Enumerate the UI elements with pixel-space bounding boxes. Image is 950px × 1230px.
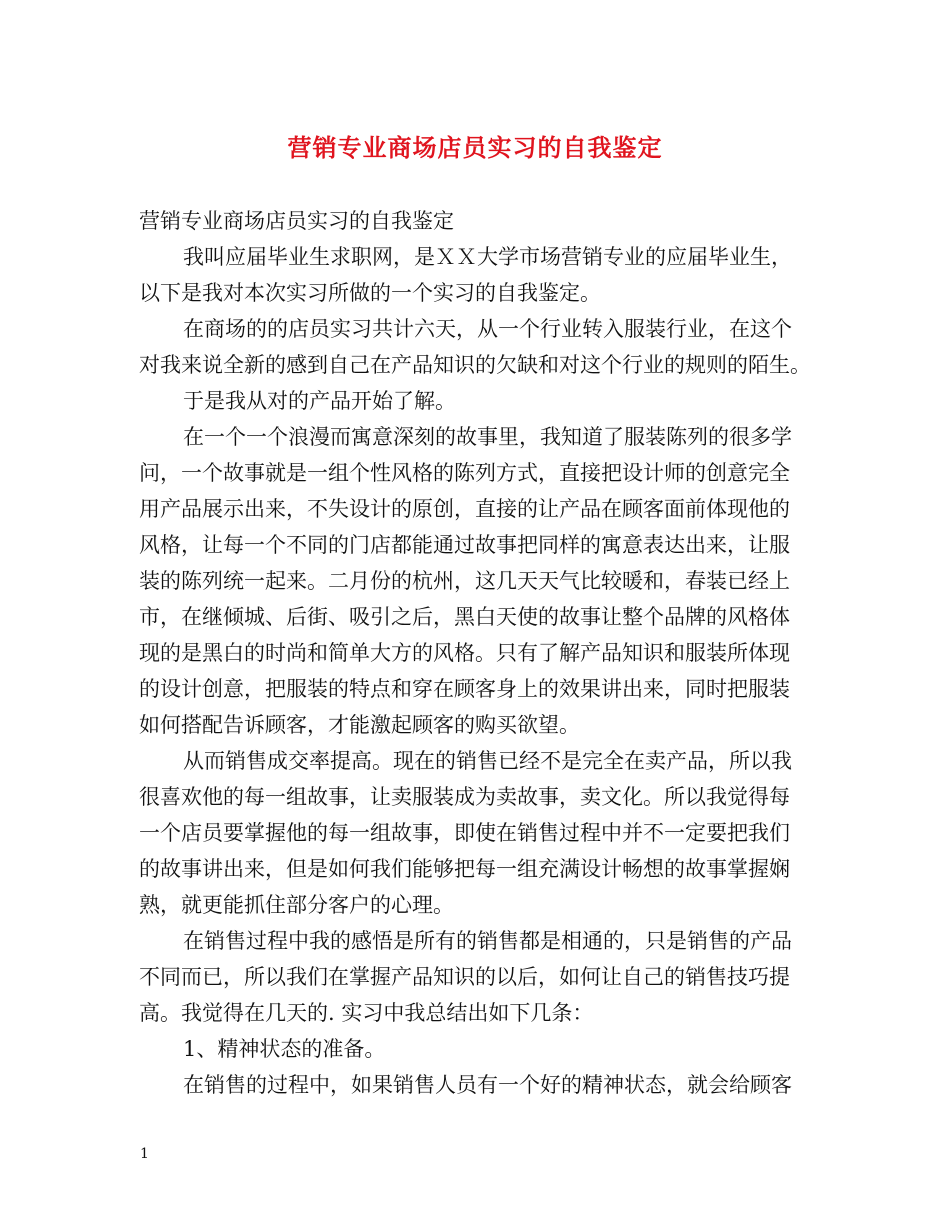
body-line: 不同而已，所以我们在掌握产品知识的以后，如何让自己的销售技巧提 — [139, 965, 790, 989]
body-line: 的故事讲出来，但是如何我们能够把每一组充满设计畅想的故事掌握娴 — [139, 857, 790, 881]
body-line: 装的陈列统一起来。二月份的杭州，这几天天气比较暖和，春装已经上 — [139, 569, 790, 593]
body-line: 营销专业商场店员实习的自我鉴定 — [139, 209, 454, 233]
body-line: 在销售的过程中，如果销售人员有一个好的精神状态，就会给顾客 — [183, 1073, 792, 1097]
body-line: 于是我从对的产品开始了解。 — [183, 389, 456, 413]
document-title: 营销专业商场店员实习的自我鉴定 — [287, 133, 663, 162]
body-line: 现的是黑白的时尚和简单大方的风格。只有了解产品知识和服装所体现 — [139, 641, 790, 665]
body-line: 在商场的的店员实习共计六天，从一个行业转入服装行业，在这个 — [183, 317, 792, 341]
body-line: 在一个一个浪漫而寓意深刻的故事里，我知道了服装陈列的很多学 — [183, 425, 792, 449]
body-line: 1、精神状态的准备。 — [183, 1037, 386, 1061]
body-line: 风格，让每一个不同的门店都能通过故事把同样的寓意表达出来，让服 — [139, 533, 790, 557]
body-line: 高。我觉得在几天的. 实习中我总结出如下几条： — [139, 1001, 594, 1025]
body-line: 一个店员要掌握他的每一组故事，即使在销售过程中并不一定要把我们 — [139, 821, 790, 845]
body-line: 用产品展示出来，不失设计的原创，直接的让产品在顾客面前体现他的 — [139, 497, 790, 521]
body-line: 很喜欢他的每一组故事，让卖服装成为卖故事，卖文化。所以我觉得每 — [139, 785, 790, 809]
body-line: 对我来说全新的感到自己在产品知识的欠缺和对这个行业的规则的陌生。 — [139, 353, 811, 377]
document-body — [139, 203, 815, 1103]
page-number: 1 — [140, 1146, 149, 1162]
body-line: 在销售过程中我的感悟是所有的销售都是相通的，只是销售的产品 — [183, 929, 792, 953]
body-line: 如何搭配告诉顾客，才能激起顾客的购买欲望。 — [139, 713, 580, 737]
body-line: 问，一个故事就是一组个性风格的陈列方式，直接把设计师的创意完全 — [139, 461, 790, 485]
body-line: 从而销售成交率提高。现在的销售已经不是完全在卖产品，所以我 — [183, 749, 792, 773]
body-line: 熟，就更能抓住部分客户的心理。 — [139, 893, 454, 917]
body-line: 我叫应届毕业生求职网，是ＸＸ大学市场营销专业的应届毕业生， — [183, 245, 792, 269]
body-line: 以下是我对本次实习所做的一个实习的自我鉴定。 — [139, 281, 601, 305]
body-line: 的设计创意，把服装的特点和穿在顾客身上的效果讲出来，同时把服装 — [139, 677, 790, 701]
body-line: 市，在继倾城、后街、吸引之后，黑白天使的故事让整个品牌的风格体 — [139, 605, 790, 629]
